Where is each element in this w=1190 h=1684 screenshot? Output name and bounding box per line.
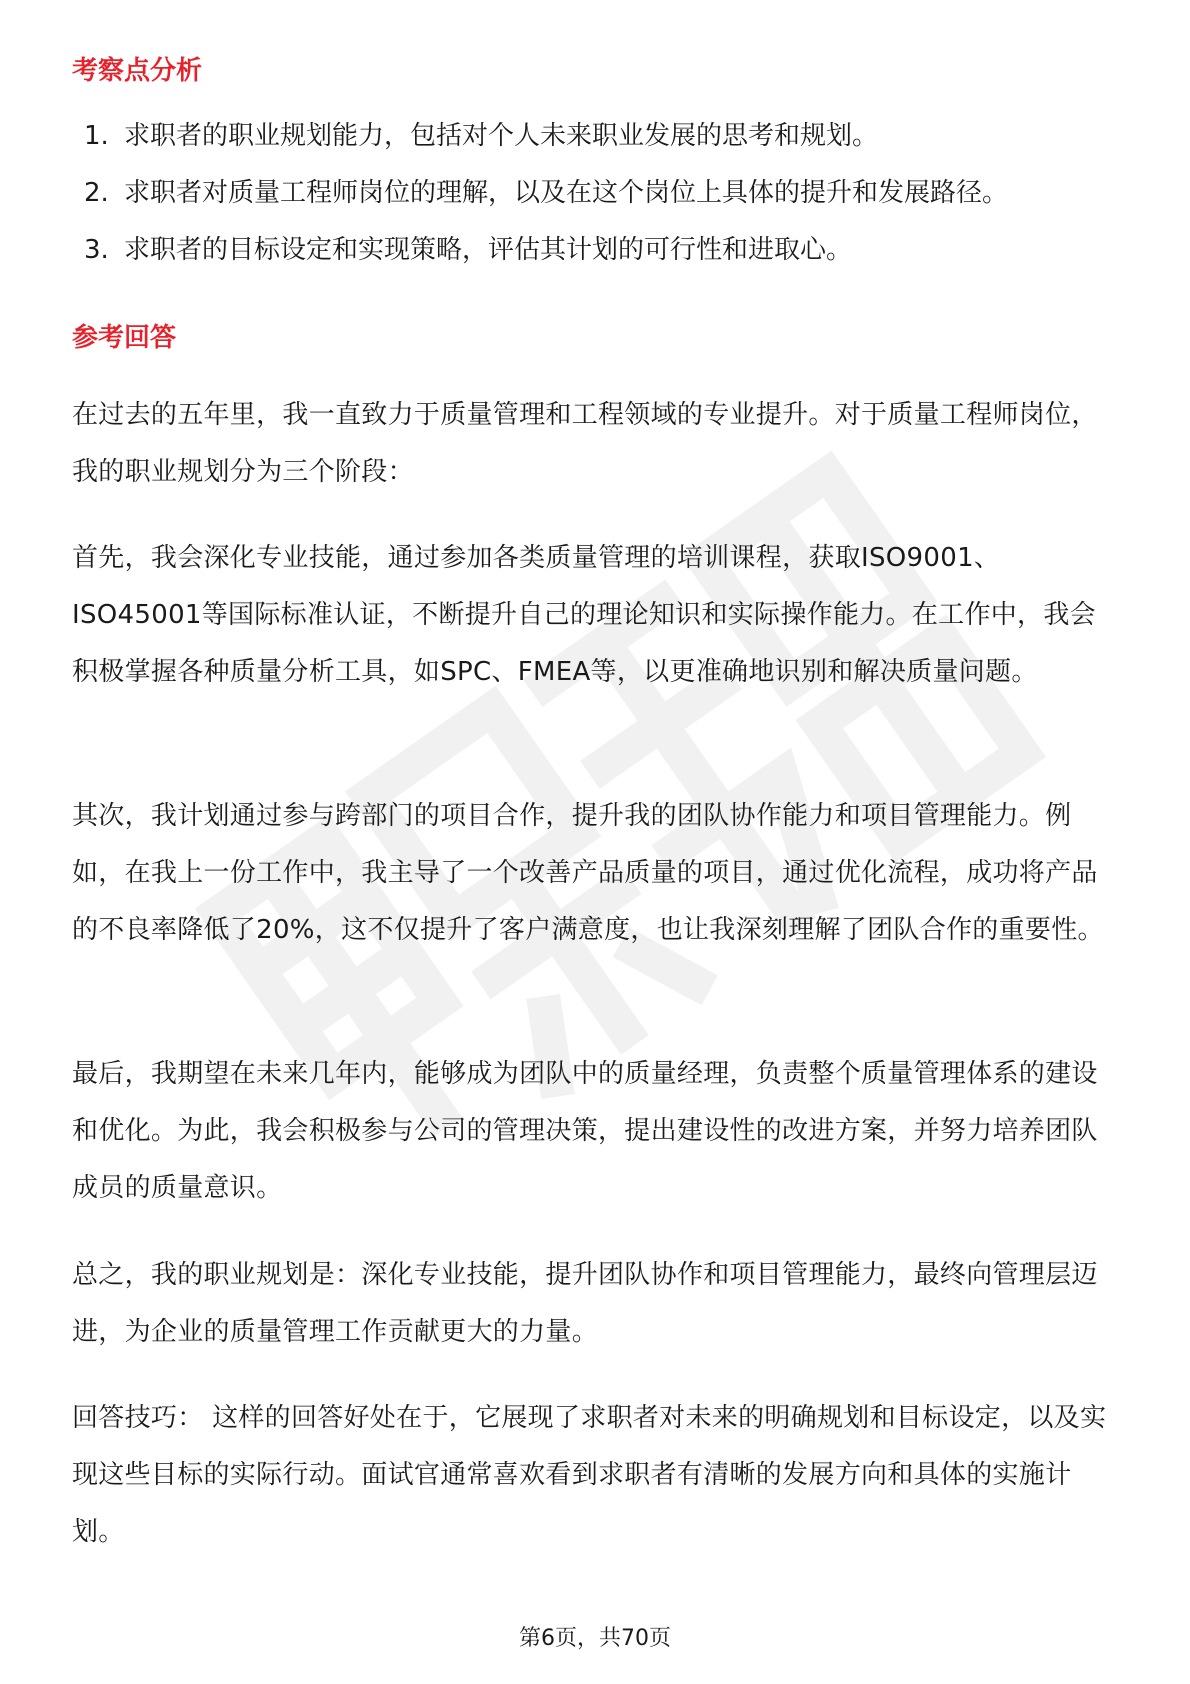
list-item-number: 2. <box>84 178 109 208</box>
page-number: 第6页，共70页 <box>519 1626 671 1651</box>
section-title-answer: 参考回答 <box>72 323 177 353</box>
list-item-text: 求职者的目标设定和实现策略，评估其计划的可行性和进取心。 <box>124 235 853 265</box>
list-item-text: 求职者的职业规划能力，包括对个人未来职业发展的思考和规划。 <box>124 121 879 151</box>
answer-paragraph-summary: 总之，我的职业规划是：深化专业技能，提升团队协作和项目管理能力，最终向管理层迈进，为企业的质量管理工作贡献更大的力量。 <box>72 1260 1098 1347</box>
answer-paragraph-first: 首先，我会深化专业技能，通过参加各类质量管理的培训课程，获取ISO9001、ISO45001等国际标准认证，不断提升自己的理论知识和实际操作能力。在工作中，我会积极掌握各种质量分析工具，如SPC、FMEA等，以更准确地识别和解决质量问题。 <box>72 543 1096 687</box>
section-title-analysis: 考察点分析 <box>72 56 203 86</box>
list-item <box>72 175 1118 232</box>
answer-paragraph-last: 最后，我期望在未来几年内，能够成为团队中的质量经理，负责整个质量管理体系的建设和优化。为此，我会积极参与公司的管理决策，提出建设性的改进方案，并努力培养团队成员的质量意识。 <box>72 1059 1098 1203</box>
list-item <box>72 232 1118 289</box>
list-item-text: 求职者对质量工程师岗位的理解，以及在这个岗位上具体的提升和发展路径。 <box>124 178 1009 208</box>
answer-paragraph-intro: 在过去的五年里，我一直致力于质量管理和工程领域的专业提升。对于质量工程师岗位，我的职业规划分为三个阶段： <box>72 400 1098 487</box>
answer-paragraph-second: 其次，我计划通过参与跨部门的项目合作，提升我的团队协作能力和项目管理能力。例如，在我上一份工作中，我主导了一个改善产品质量的项目，通过优化流程，成功将产品的不良率降低了20%，这不仅提升了客户满意度，也让我深刻理解了团队合作的重要性。 <box>72 801 1104 945</box>
list-item-number: 3. <box>84 235 109 265</box>
list-item <box>72 118 1118 175</box>
list-item-number: 1. <box>84 121 109 151</box>
answer-tips-paragraph: 回答技巧： 这样的回答好处在于，它展现了求职者对未来的明确规划和目标设定，以及实现这些目标的实际行动。面试官通常喜欢看到求职者有清晰的发展方向和具体的实施计划。 <box>72 1403 1107 1547</box>
analysis-list <box>72 118 1118 289</box>
